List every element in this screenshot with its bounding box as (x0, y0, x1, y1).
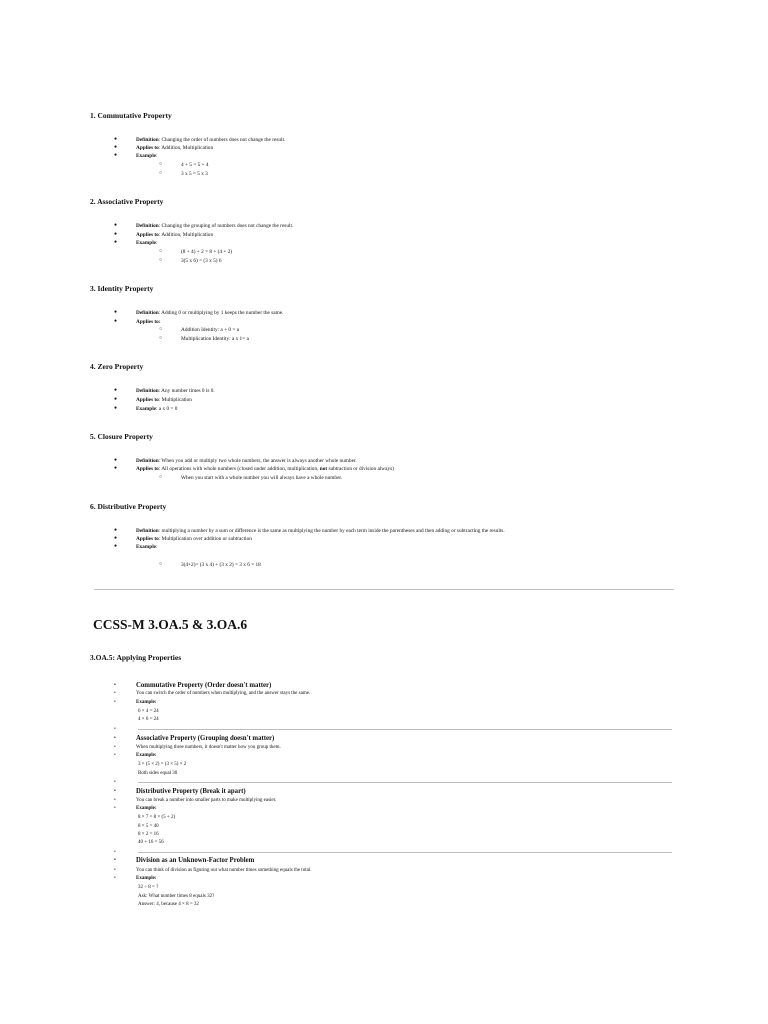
ccss-example-line: 40 + 16 = 56 (138, 840, 164, 845)
ccss-item-title: • Commutative Property (Order doesn't matter) (114, 682, 272, 689)
item-divider (138, 852, 672, 853)
ccss-example-line: 8 × 5 = 40 (138, 824, 159, 829)
ccss-example-line: 8 × 2 = 16 (138, 832, 159, 837)
ccss-example-line: Ask: What number times 8 equals 32? (138, 894, 215, 899)
ccss-example-line: 32 ÷ 8 = ? (138, 885, 159, 890)
list-item: ● Definition: Changing the grouping of numbers does not change the result. (114, 223, 294, 229)
ccss-title: CCSS-M 3.OA.5 & 3.OA.6 (93, 617, 248, 632)
ccss-item-desc: • You can think of division as figuring out what number times something equals the total. (114, 868, 312, 873)
item-divider (138, 729, 672, 730)
sub-list-item: ○ 3(5 x 6) = (3 x 5) 6 (159, 258, 222, 264)
list-item: ● Applies to: Addition, Multiplication (114, 145, 214, 151)
ccss-example-line: 3 × (5 × 2) = (3 × 5) × 2 (138, 762, 187, 767)
sub-list-item: ○ Addition Identity: a + 0 = a (159, 327, 240, 333)
heading-distributive: 6. Distributive Property (90, 502, 167, 511)
ccss-example-line: 4 × 6 = 24 (138, 717, 159, 722)
section-divider (94, 589, 674, 590)
sub-list-item: ○ 3 x 5 = 5 x 3 (159, 171, 208, 177)
list-item: ● Example: (114, 544, 158, 550)
list-item: ● Example: a x 0 = 0 (114, 406, 178, 412)
list-item: ● Applies to: Addition, Multiplication (114, 232, 214, 238)
ccss-item-desc: • You can switch the order of numbers when multiplying, and the answer stays the same. (114, 691, 311, 696)
ccss-example-label: • Example: (114, 753, 157, 758)
ccss-subtitle: 3.OA.5: Applying Properties (90, 653, 182, 662)
heading-zero: 4. Zero Property (90, 362, 144, 371)
sub-list-item: ○ 3(4+2)= (3 x 4) + (3 x 2) = 3 x 6 = 18 (159, 562, 261, 568)
ccss-item-title: • Distributive Property (Break it apart) (114, 788, 246, 795)
list-item: ● Applies to: All operations with whole numbers (closed under addition, multiplication, not subtraction or division always) (114, 466, 394, 472)
list-item: ● Definition: Adding 0 or multiplying by 1 keeps the number the same. (114, 310, 284, 316)
sub-list-item: ○ Multiplication Identity: a x 1= a (159, 336, 249, 342)
ccss-example-label: • Example: (114, 700, 157, 705)
ccss-item-title: • Division as an Unknown-Factor Problem (114, 857, 255, 864)
sub-list-item: ○ When you start with a whole number you will always have a whole number. (159, 475, 343, 481)
sub-list-item: ○ (8 + 4) + 2 = 8 + (4 + 2) (159, 249, 233, 255)
list-item: ● Applies to: Multiplication (114, 397, 192, 403)
list-item: ● Applies to: Multiplication over addition or subtraction (114, 536, 252, 542)
ccss-example-label: • Example: (114, 806, 157, 811)
list-item: ● Definition: Changing the order of numbers does not change the result. (114, 137, 286, 143)
heading-closure: 5. Closure Property (90, 432, 153, 441)
heading-identity: 3. Identity Property (90, 284, 154, 293)
list-item: ● Definition: multiplying a number by a sum or difference is the same as multiplying the number by each term inside the parentheses and then adding or subtracting the results. (114, 528, 505, 534)
heading-commutative: 1. Commutative Property (90, 111, 172, 120)
ccss-item-desc: • When multiplying three numbers, it doesn't matter how you group them. (114, 745, 281, 750)
sub-list-item: ○ 4 + 5 = 5 + 4 (159, 162, 209, 168)
list-item: ● Example: (114, 153, 158, 159)
list-item: ● Applies to: (114, 319, 161, 325)
list-item: ● Definition: When you add or multiply two whole numbers, the answer is always another whole number. (114, 458, 357, 464)
empty-bullet: • (114, 850, 116, 855)
empty-bullet: • (114, 727, 116, 732)
item-divider (138, 782, 672, 783)
empty-bullet: • (114, 780, 116, 785)
list-item: ● Definition: Any number times 0 is 0. (114, 388, 215, 394)
ccss-example-line: 8 × 7 = 8 × (5 + 2) (138, 815, 176, 820)
ccss-example-label: • Example: (114, 876, 157, 881)
ccss-example-line: Answer: 4, because 4 × 8 = 32 (138, 902, 199, 907)
ccss-item-title: • Associative Property (Grouping doesn't matter) (114, 735, 275, 742)
ccss-item-desc: • You can break a number into smaller parts to make multiplying easier. (114, 798, 277, 803)
list-item: ● Example: (114, 240, 158, 246)
ccss-example-line: Both sides equal 30 (138, 771, 178, 776)
heading-associative: 2. Associative Property (90, 197, 164, 206)
ccss-example-line: 6 × 4 = 24 (138, 709, 159, 714)
